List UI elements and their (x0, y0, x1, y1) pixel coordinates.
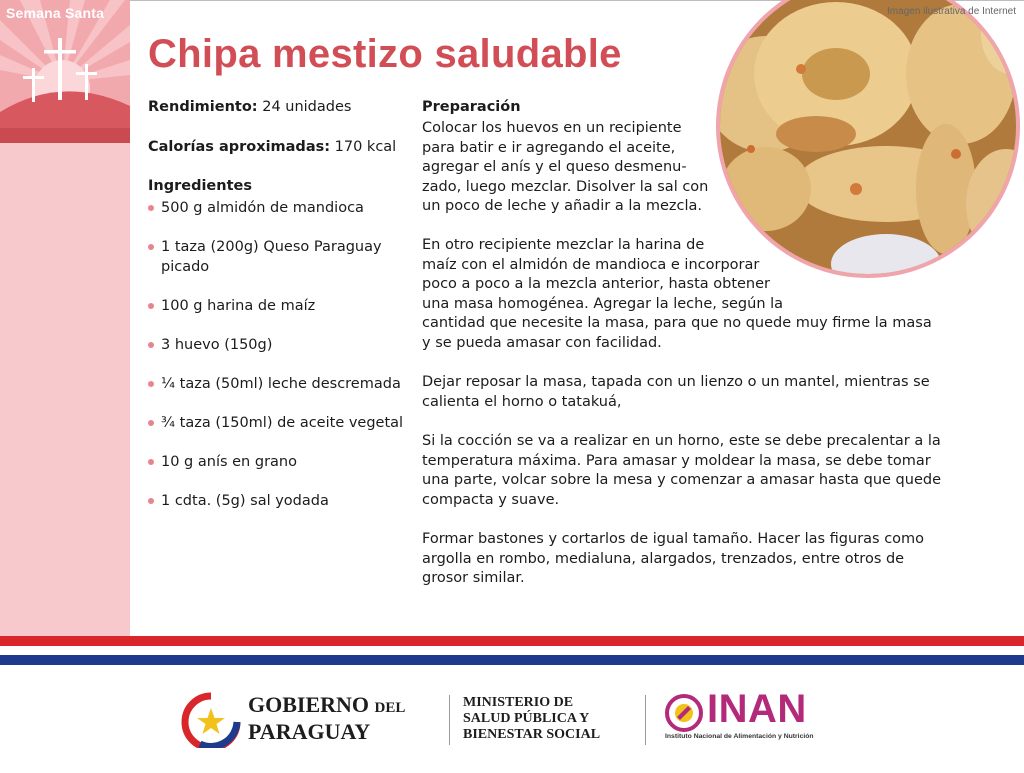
preparation-line: agregar el anís y el queso desmenu- (422, 159, 687, 175)
preparation-heading: Preparación (422, 99, 521, 115)
calories-label: Calorías aproximadas: (148, 139, 331, 155)
preparation-line: grosor similar. (422, 570, 525, 586)
ingredients-list (148, 198, 418, 530)
flag-stripe-white (0, 646, 1024, 655)
preparation-line: calienta el horno o tatakuá, (422, 393, 622, 410)
flag-stripe-red (0, 636, 1024, 646)
yield-line (148, 99, 351, 115)
ingredients-heading: Ingredientes (148, 178, 252, 194)
preparation-line: una masa homogénea. Agregar la leche, según la (422, 295, 784, 312)
preparation-line: compacta y suave. (422, 491, 560, 508)
yield-label: Rendimiento: (148, 99, 258, 115)
crosses-illustration (0, 0, 130, 143)
gov-del: DEL (374, 700, 406, 716)
calories-value: 170 kcal (330, 139, 397, 155)
preparation-line: una parte, volcar sobre la mesa y comenzar a amasar hasta que quede (422, 472, 941, 488)
preparation-line: maíz con el almidón de mandioca e incorporar (422, 256, 760, 273)
preparation-line: Si la cocción se va a realizar en un horno, este se debe precalentar a la (422, 433, 941, 449)
calories-line (148, 139, 396, 155)
preparation-line: un poco de leche y añadir a la mezcla. (422, 198, 703, 214)
preparation-step-4 (422, 432, 941, 510)
ministerio-logo-text (463, 695, 600, 743)
preparation-line: para batir e ir agregando el aceite, (422, 139, 676, 156)
preparation-line: temperatura máxima. Para amasar y moldear la masa, se debe tomar (422, 452, 931, 469)
photo-credit: Imagen ilustrativa de Internet (887, 6, 1016, 17)
ingredient-item: 1 cdta. (5g) sal yodada (148, 491, 418, 511)
ingredient-item: 100 g harina de maíz (148, 296, 418, 316)
preparation-line: En otro recipiente mezclar la harina de (422, 237, 705, 253)
semana-santa-banner (0, 0, 130, 143)
preparation-line: argolla en rombo, medialuna, alargados, trenzados, entre otros de (422, 550, 905, 567)
ingredient-item: 1 taza (200g) Queso Paraguay picado (148, 237, 393, 277)
ministry-line-2: SALUD PÚBLICA Y (463, 711, 590, 726)
ministry-line-3: BIENESTAR SOCIAL (463, 727, 601, 742)
inan-full-name: Instituto Nacional de Alimentación y Nutrición (665, 733, 814, 740)
preparation-step-1 (422, 119, 708, 217)
yield-value: 24 unidades (257, 99, 352, 115)
preparation-step-5 (422, 530, 924, 589)
footer-divider (645, 695, 646, 745)
preparation-line: y se pueda amasar con facilidad. (422, 334, 662, 351)
preparation-line: Formar bastones y cortarlos de igual tamaño. Hacer las figuras como (422, 531, 925, 547)
preparation-line: Dejar reposar la masa, tapada con un lienzo o un mantel, mientras se (422, 374, 930, 390)
gobierno-paraguay-logo-text (248, 693, 405, 744)
preparation-line: Colocar los huevos en un recipiente (422, 120, 682, 136)
inan-logo-text: INAN (707, 687, 807, 731)
preparation-line: poco a poco a la mezcla anterior, hasta obtener (422, 276, 771, 292)
ministry-line-1: MINISTERIO DE (463, 695, 574, 710)
ingredient-item: ¼ taza (50ml) leche descremada (148, 374, 418, 394)
paraguay-shield-icon (180, 692, 242, 748)
preparation-step-3 (422, 373, 930, 412)
footer-logos (0, 665, 1024, 773)
preparation-line: cantidad que necesite la masa, para que no quede muy firme la masa (422, 315, 932, 331)
ingredient-item: ¾ taza (150ml) de aceite vegetal (148, 413, 418, 433)
recipe-title: Chipa mestizo saludable (148, 32, 622, 76)
flag-stripe-blue (0, 655, 1024, 665)
banner-title: Semana Santa (6, 5, 105, 21)
preparation-step-2 (422, 236, 932, 353)
inan-emblem-icon (664, 693, 704, 733)
footer-divider (449, 695, 450, 745)
ingredient-item: 500 g almidón de mandioca (148, 198, 418, 218)
ingredient-item: 10 g anís en grano (148, 452, 418, 472)
gov-line-2: PARAGUAY (248, 719, 371, 744)
preparation-line: zado, luego mezclar. Disolver la sal con (422, 178, 709, 195)
gov-line-1: GOBIERNO (248, 692, 370, 717)
ingredient-item: 3 huevo (150g) (148, 335, 418, 355)
